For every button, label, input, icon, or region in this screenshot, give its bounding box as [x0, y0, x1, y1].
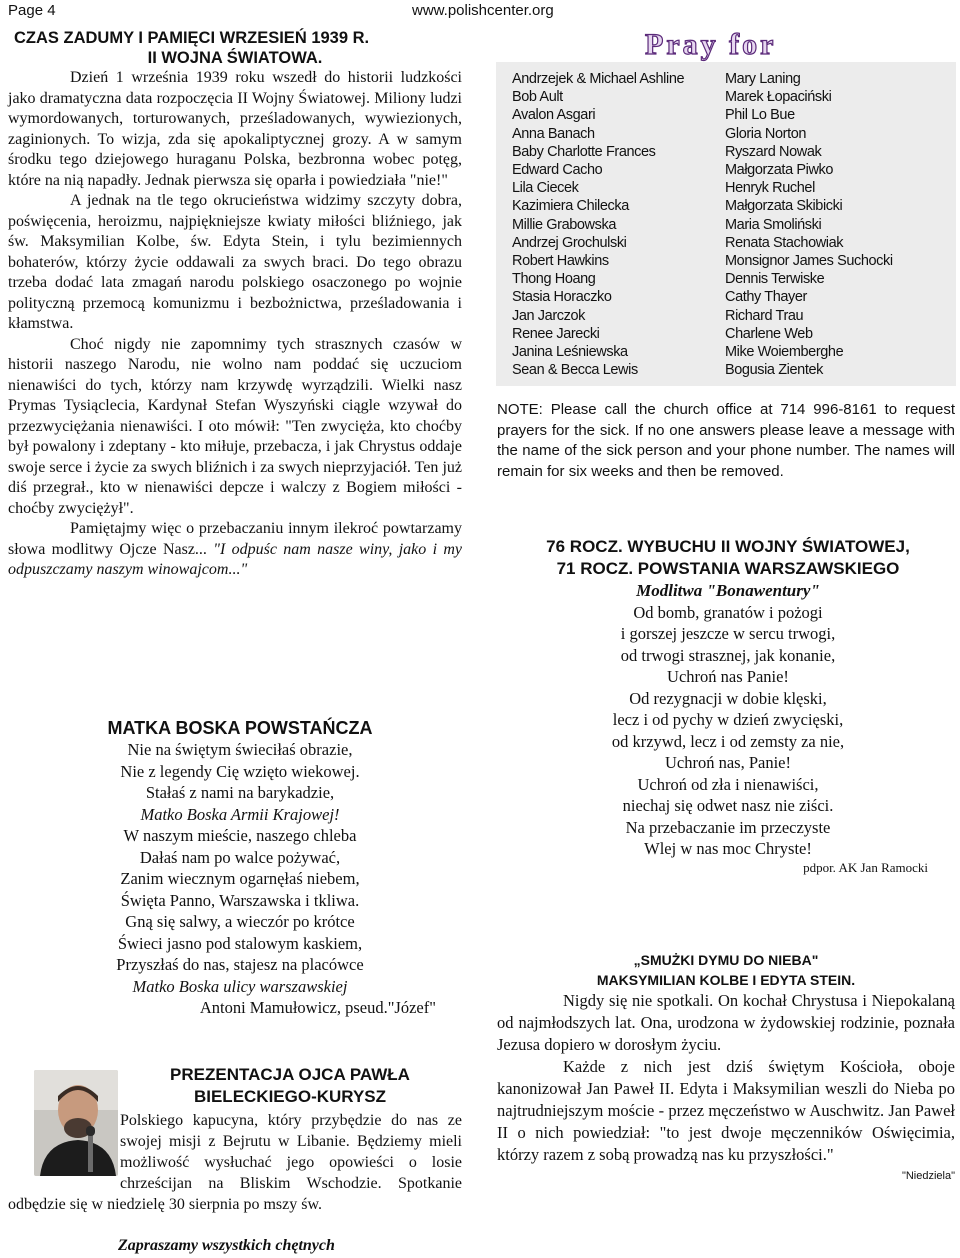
prayer-name: Monsignor James Suchocki — [725, 253, 893, 270]
prayer-name: Baby Charlotte Frances — [512, 143, 656, 160]
prayer-name: Andrzej Grochulski — [512, 234, 627, 251]
prayer-line: lecz i od pychy w dzień zwycięski, — [612, 710, 844, 729]
prayer-name: Mary Laning — [725, 71, 801, 87]
prayer-name: Maria Smoliński — [725, 216, 822, 233]
poem-line: Matko Boska Armii Krajowej! — [140, 804, 340, 824]
prayer-name: Cathy Thayer — [725, 289, 807, 306]
prayer-name: Renata Stachowiak — [725, 234, 844, 251]
article-september-1939 — [8, 28, 462, 581]
prayer-line: Uchroń nas, Panie! — [664, 753, 791, 772]
prayer-names-left — [512, 70, 722, 379]
prayer-name: Thong Hoang — [512, 271, 596, 288]
article-title: CZAS ZADUMY I PAMIĘCI WRZESIEŃ 1939 R. II WOJNA ŚWIATOWA. — [14, 29, 370, 67]
poem-line: Stałaś z nami na barykadzie, — [145, 783, 335, 802]
prayer-line: od trwogi strasznej, jak konanie, — [620, 645, 836, 665]
prayer-name: Lila Ciecek — [512, 180, 579, 197]
prayer-name: Małgorzata Skibicki — [725, 198, 843, 215]
prayer-name: Edward Cacho — [512, 162, 603, 179]
prayer-note: NOTE: Please call the church office at 714 996-8161 to request prayers for the sick. If no one answers please leave a message with the name of the sick person and your phone number. The names will remain for six weeks and then be removed. — [497, 401, 955, 480]
prayer-name: Millie Grabowska — [512, 216, 616, 233]
prayer-list-box — [496, 62, 956, 386]
prayer-line: Uchroń od zła i nienawiści, — [637, 774, 819, 794]
poem-matka-boska — [30, 718, 450, 1019]
prayer-name: Janina Leśniewska — [512, 344, 628, 361]
pray-for-title: Pray for — [645, 28, 777, 61]
smuzki-title: „SMUŻKI DYMU DO NIEBA" MAKSYMILIAN KOLBE I EDYTA STEIN. — [596, 952, 856, 988]
poem-line: Nie na świętym świeciłaś obrazie, — [127, 740, 353, 759]
presentation-text: Polskiego kapucyna, który przybędzie do nas ze swojej misji z Bejrutu w Libanie. Będziemy mieli możliwość wysłuchać jego opowieści o losie chrześcijan na Bliskim Wschodzie. Spotkanie odbędzie się w niedzielę 30 sierpnia po mszy św. — [8, 1112, 462, 1213]
article-paragraph: Choć nigdy nie zapomnimy tych strasznych czasów w historii naszego Narodu, nie wolno nam poddać się uczuciom nienawiści do tych, którzy nam krzywdę wyrządzili. Wielki nasz Prymas Tysiąclecia, Kardynał Stefan Wyszyński ciągle wzywał do przezwyciężania nienawiści. I oto mówił: "Ten zwycięża, kto choćby był powalony i zdeptany - kto miłuje, przebacza, i jak Chrystus oddaje swoje serce i życie za swych bliźnich i za swych nieprzyjaciół. Ten już diś przegrał., kto w nienawiści depcze i walczy z Bogiem miłości - choćby zwyciężył". — [8, 335, 462, 517]
poem-line: Nie z legendy Cię wzięto wiekowej. — [120, 761, 360, 781]
presentation-title: PREZENTACJA OJCA PAWŁA BIELECKIEGO-KURYSZ — [170, 1065, 410, 1106]
prayer-name: Charlene Web — [725, 325, 813, 342]
poem-lines — [30, 739, 450, 997]
poem-author: Antoni Mamułowicz, pseud."Józef" — [199, 998, 436, 1017]
page-number: Page 4 — [8, 2, 56, 19]
poem-line: Matko Boska ulicy warszawskiej — [132, 976, 348, 996]
prayer-line: od krzywd, lecz i od zemsty za nie, — [611, 731, 845, 751]
smuzki-section — [497, 950, 955, 1182]
article-paragraph: A jednak na tle tego okrucieństwa widzimy szczyty dobra, poświęcenia, heroizmu, najpiękniejsze kwiaty miłości bliźniego, jak św. Maksymilian Kolbe, św. Edyta Stein, i tylu bezimiennych bohaterów, którzy życie oddawali za swych braci. Do tego obrazu trzeba dodać lata zmagań narodu polskiego osaczonego po wojnie polityczną przemocą komunizmu i bezbożnictwa, prześladowania i kłamstwa. — [8, 192, 462, 332]
prayer-name: Bogusia Zientek — [725, 362, 823, 379]
prayer-name: Phil Lo Bue — [725, 107, 795, 124]
prayer-name: Dennis Terwiske — [725, 271, 825, 288]
prayer-name: Marek Łopaciński — [725, 89, 832, 106]
prayer-name: Andrzejek & Michael Ashline — [512, 71, 685, 87]
prayer-name: Jan Jarczok — [512, 307, 585, 324]
article-paragraph: Dzień 1 września 1939 roku wszedł do historii ludzkości jako dramatyczna data rozpoczęcia II Wojny Światowej. Miliony ludzi wymordowanych, torturowanych, prześladowanych, wywiezionych, zaginionych. To wizja, zda się apokaliptycznej grozy. A w samym środku tego dziejowego huraganu Polska, bezbronna wobec potęg, które na nią napadły. Jednak pierwsza się oparła i powiedziała "nie!" — [8, 69, 462, 189]
prayer-name: Henryk Ruchel — [725, 180, 815, 197]
prayer-names-right — [725, 70, 953, 379]
prayer-name: Richard Trau — [725, 307, 804, 324]
smuzki-source: "Niedziela" — [901, 1170, 955, 1182]
poem-line: Zanim wiecznym ogarnęłaś niebem, — [120, 869, 360, 888]
prayer-name: Mike Woiemberghe — [725, 344, 844, 361]
article-paragraph: Pamiętajmy więc o przebaczaniu innym ilekroć powtarzamy słowa modlitwy Ojcze Nasz... "I odpuśc nam nasze winy, jako i my odpuszczamy naszym winowajcom..." — [8, 520, 463, 578]
site-url: www.polishcenter.org — [412, 2, 554, 19]
poem-title: MATKA BOSKA POWSTAŃCZA — [107, 718, 373, 738]
smuzki-paragraph: Każde z nich jest dziś świętym Kościoła, oboje kanonizował Jan Paweł II. Edyta i Maksymilian weszli do Nieba po najtrudniejszym moście - przez męczeństwo w Auschwitz. Jan Paweł II o nich powiedział: "to jest dwoje męczenników Oświęcimia, którzy razem z sobą prowadzą nas ku przyszłości." — [497, 1057, 955, 1164]
poem-line: Dałaś nam po walce pożywać, — [139, 847, 341, 867]
anniversary-title: 76 ROCZ. WYBUCHU II WOJNY ŚWIATOWEJ, 71 ROCZ. POWSTANIA WARSZAWSKIEGO — [546, 537, 910, 578]
prayer-name: Bob Ault — [512, 89, 563, 106]
presentation-invitation: Zapraszamy wszystkich chętnych — [118, 1237, 335, 1254]
prayer-line: niechaj się odwet nasz nie ziści. — [622, 796, 834, 815]
anniversary-section — [496, 536, 960, 876]
poem-line: Święta Panno, Warszawska i tkliwa. — [120, 890, 360, 910]
prayer-name: Ryszard Nowak — [725, 143, 822, 160]
prayer-credit: pdpor. AK Jan Ramocki — [803, 859, 928, 875]
prayer-name: Kazimiera Chilecka — [512, 198, 629, 215]
prayer-name: Sean & Becca Lewis — [512, 362, 638, 379]
prayer-line: Wlej w nas moc Chryste! — [644, 839, 812, 858]
prayer-line: Uchroń nas Panie! — [667, 667, 789, 686]
prayer-lines — [496, 602, 960, 860]
prayer-name: Avalon Asgari — [512, 107, 596, 124]
poem-line: Przyszłaś do nas, stajesz na placówce — [116, 955, 364, 974]
prayer-line: Na przebaczanie im przeczyste — [625, 817, 831, 837]
prayer-name: Anna Banach — [512, 125, 595, 142]
poem-line: Gną się salwy, a wieczór po krótce — [125, 912, 355, 931]
prayer-line: Od rezygnacji w dobie klęski, — [629, 688, 827, 708]
smuzki-paragraph: Nigdy się nie spotkali. On kochał Chrystusa i Niepokalaną od najmłodszych lat. Ona, urodzona w żydowskiej rodzinie, poznała Jezusa dopiero w dorosłym życiu. — [497, 991, 955, 1054]
prayer-name: Małgorzata Piwko — [725, 162, 834, 179]
poem-line: Świeci jasno pod stalowym kaskiem, — [117, 933, 363, 953]
prayer-line: i gorszej jeszcze w sercu trwogi, — [620, 624, 836, 643]
prayer-name: Stasia Horaczko — [512, 289, 612, 306]
prayer-name: Robert Hawkins — [512, 253, 609, 270]
poem-line: W naszym mieście, naszego chleba — [123, 826, 357, 845]
prayer-name: Renee Jarecki — [512, 325, 600, 342]
prayer-subtitle: Modlitwa "Bonawentury" — [636, 581, 820, 600]
prayer-line: Od bomb, granatów i pożogi — [633, 602, 823, 622]
prayer-name: Gloria Norton — [725, 125, 807, 142]
